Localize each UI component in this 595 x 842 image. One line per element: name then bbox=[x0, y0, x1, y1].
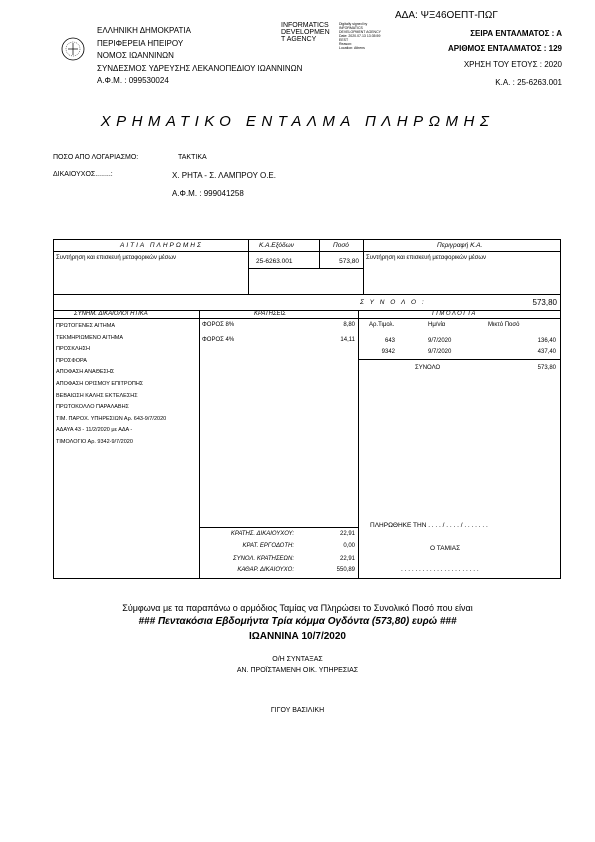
header-ka: Κ.Α.Εξόδων bbox=[259, 242, 294, 249]
cause-text: Συντήρηση και επισκευή μεταφορικών μέσων bbox=[56, 255, 177, 261]
composer-name: ΓΙΓΟΥ ΒΑΣΙΛΙΚΗ bbox=[270, 707, 325, 714]
summary-label: ΚΡΑΤ. ΕΡΓΟΔΟΤΗ: bbox=[242, 543, 294, 549]
warrant-series: ΣΕΙΡΑ ΕΝΤΑΛΜΑΤΟΣ : Α bbox=[470, 29, 562, 38]
list-item: ΠΡΟΣΦΟΡΑ bbox=[56, 357, 87, 364]
organization-block bbox=[97, 25, 302, 88]
invoice-gross: 136,40 bbox=[537, 338, 556, 344]
account-value: ΤΑΚΤΙΚΑ bbox=[178, 154, 207, 161]
beneficiary-label: ΔΙΚΑΙΟΥΧΟΣ........: bbox=[53, 171, 113, 178]
org-line: ΕΛΛΗΝΙΚΗ ΔΗΜΟΚΡΑΤΙΑ bbox=[97, 26, 191, 35]
deduction-name: ΦΟΡΟΣ 8% bbox=[202, 322, 235, 328]
header-deductions: ΚΡΑΤΗΣΕΙΣ bbox=[254, 311, 286, 317]
composer-role: ΑΝ. ΠΡΟΪΣΤΑΜΕΝΗ ΟΙΚ. ΥΠΗΡΕΣΙΑΣ bbox=[236, 667, 359, 674]
description-value: Συντήρηση και επισκευή μεταφορικών μέσων bbox=[366, 255, 487, 261]
deduction-value: 8,80 bbox=[343, 322, 355, 328]
beneficiary-name: Χ. ΡΗΤΑ - Σ. ΛΑΜΠΡΟΥ Ο.Ε. bbox=[172, 171, 276, 180]
fiscal-year: ΧΡΗΣΗ ΤΟΥ ΕΤΟΥΣ : 2020 bbox=[463, 60, 562, 69]
invoice-header-date: Ημ/νία bbox=[428, 322, 446, 328]
amount-value: 573,80 bbox=[339, 258, 359, 265]
list-item: ΤΕΚΜΗΡΙΩΜΕΝΟ ΑΙΤΗΜΑ bbox=[56, 334, 124, 341]
summary-label: ΣΥΝΟΛ. ΚΡΑΤΗΣΕΩΝ: bbox=[232, 556, 294, 562]
org-line: ΠΕΡΙΦΕΡΕΙΑ ΗΠΕΙΡΟΥ bbox=[97, 38, 184, 48]
greek-state-seal-icon bbox=[60, 36, 86, 62]
summary-label: ΚΑΘΑΡ. ΔΙΚΑΙΟΥΧΟ: bbox=[237, 567, 294, 573]
org-afm: Α.Φ.Μ. : 099530024 bbox=[97, 76, 169, 85]
header-amount: Ποσό bbox=[333, 242, 349, 249]
summary-label: ΚΡΑΤΗΣ. ΔΙΚΑΙΟΥΧΟΥ: bbox=[230, 531, 294, 537]
paid-on-label: ΠΛΗΡΩΘΗΚΕ ΤΗΝ . . . . / . . . . / . . . . . . . bbox=[370, 522, 488, 529]
header-invoices: ΤΙΜΟΛΟΓΙΑ bbox=[431, 311, 477, 317]
list-item: ΑΠΟΦΑΣΗ ΟΡΙΣΜΟΥ ΕΠΙΤΡΟΠΗΣ bbox=[56, 380, 144, 387]
org-line: ΣΥΝΔΕΣΜΟΣ ΥΔΡΕΥΣΗΣ ΛΕΚΑΝΟΠΕΔΙΟΥ ΙΩΑΝΝΙΝΩΝ bbox=[97, 63, 303, 73]
ka-value: 25-6263.001 bbox=[256, 258, 293, 265]
summary-value: 22,91 bbox=[339, 556, 355, 562]
page-title: ΧΡΗΜΑΤΙΚΟ ΕΝΤΑΛΜΑ ΠΛΗΡΩΜΗΣ bbox=[100, 113, 495, 130]
list-item: ΠΡΩΤΟΓΕΝΕΣ ΑΙΤΗΜΑ bbox=[56, 323, 116, 329]
sum-value: 573,80 bbox=[532, 298, 557, 307]
invoice-date: 9/7/2020 bbox=[428, 338, 452, 344]
signature-logo: INFORMATICS DEVELOPMEN T AGENCY bbox=[281, 22, 330, 43]
list-item: ΠΡΟΣΚΛΗΣΗ bbox=[56, 346, 91, 353]
footer-instruction: Σύμφωνα με τα παραπάνω ο αρμόδιος Ταμίας να Πληρώσει το Συνολικό Ποσό που είναι bbox=[122, 603, 473, 613]
list-item: ΠΡΩΤΟΚΟΛΛΟ ΠΑΡΑΛΑΒΗΣ bbox=[56, 404, 129, 411]
treasurer-label: Ο ΤΑΜΙΑΣ bbox=[430, 545, 461, 552]
ka-code: Κ.Α. : 25-6263.001 bbox=[495, 78, 562, 87]
summary-value: 0,00 bbox=[343, 543, 355, 549]
summary-value: 22,91 bbox=[339, 531, 355, 537]
place-date: ΙΩΑΝΝΙΝΑ 10/7/2020 bbox=[249, 631, 346, 642]
account-label: ΠΟΣΟ ΑΠΟ ΛΟΓΑΡΙΑΣΜΟ: bbox=[53, 154, 139, 161]
beneficiary-afm: Α.Φ.Μ. : 999041258 bbox=[172, 189, 244, 198]
invoice-gross: 437,40 bbox=[537, 349, 556, 355]
header-description: Περιγραφή Κ.Α. bbox=[437, 242, 483, 249]
invoice-number: 643 bbox=[384, 338, 395, 344]
summary-value: 550,89 bbox=[336, 567, 355, 573]
list-item: ΤΙΜ. ΠΑΡΟΧ. ΥΠΗΡΕΣΙΩΝ Αρ. 643-9/7/2020 bbox=[56, 415, 167, 422]
documents-list bbox=[56, 321, 166, 449]
invoice-total-label: ΣΥΝΟΛΟ bbox=[415, 365, 441, 371]
deduction-value: 14,11 bbox=[340, 337, 355, 343]
warrant-number: ΑΡΙΘΜΟΣ ΕΝΤΑΛΜΑΤΟΣ : 129 bbox=[448, 44, 562, 53]
composer-label: Ο/Η ΣΥΝΤΑΞΑΣ bbox=[272, 656, 323, 663]
list-item: ΑΔΑΥΑ 43 - 11/2/2020 με ΑΔΑ - bbox=[56, 427, 133, 434]
list-item: ΒΕΒΑΙΩΣΗ ΚΑΛΗΣ ΕΚΤΕΛΕΣΗΣ bbox=[56, 392, 138, 399]
invoice-header-number: Αρ.Τιμολ. bbox=[369, 322, 395, 328]
invoice-number: 9342 bbox=[381, 349, 395, 355]
list-item: ΤΙΜΟΛΟΓΙΟ Αρ. 9342-9/7/2020 bbox=[56, 438, 133, 445]
header-documents: ΣΥΝΗΜ. ΔΙΚΑΙΟΛΟΓΗΤΙΚΑ bbox=[74, 311, 148, 317]
digital-signature-stamp: Digitally signed by INFORMATICS DEVELOPMENT AGENCY Date: 2020.07.13 13:35:59 EEST Reason: Location: Athens bbox=[339, 22, 381, 50]
sum-label: Σ Υ Ν Ο Λ Ο : bbox=[360, 299, 426, 306]
invoice-header-gross: Μικτό Ποσό bbox=[488, 322, 520, 328]
list-item: ΑΠΟΦΑΣΗ ΑΝΑΘΕΣΗΣ bbox=[56, 369, 115, 376]
signature-dots: . . . . . . . . . . . . . . . . . . . . . . bbox=[401, 566, 479, 573]
header-cause: ΑΙΤΙΑ ΠΛΗΡΩΜΗΣ bbox=[120, 242, 203, 249]
deduction-name: ΦΟΡΟΣ 4% bbox=[202, 337, 235, 343]
invoice-date: 9/7/2020 bbox=[428, 349, 452, 355]
amount-in-words: ### Πεντακόσια Εβδομήντα Τρία κόμμα Ογδόντα (573,80) ευρώ ### bbox=[138, 616, 457, 627]
org-line: ΝΟΜΟΣ ΙΩΑΝΝΙΝΩΝ bbox=[97, 51, 174, 60]
ada-code: ΑΔΑ: ΨΞ46ΟΕΠΤ-ΠΩΓ bbox=[395, 10, 498, 21]
invoice-total-value: 573,80 bbox=[537, 365, 556, 371]
